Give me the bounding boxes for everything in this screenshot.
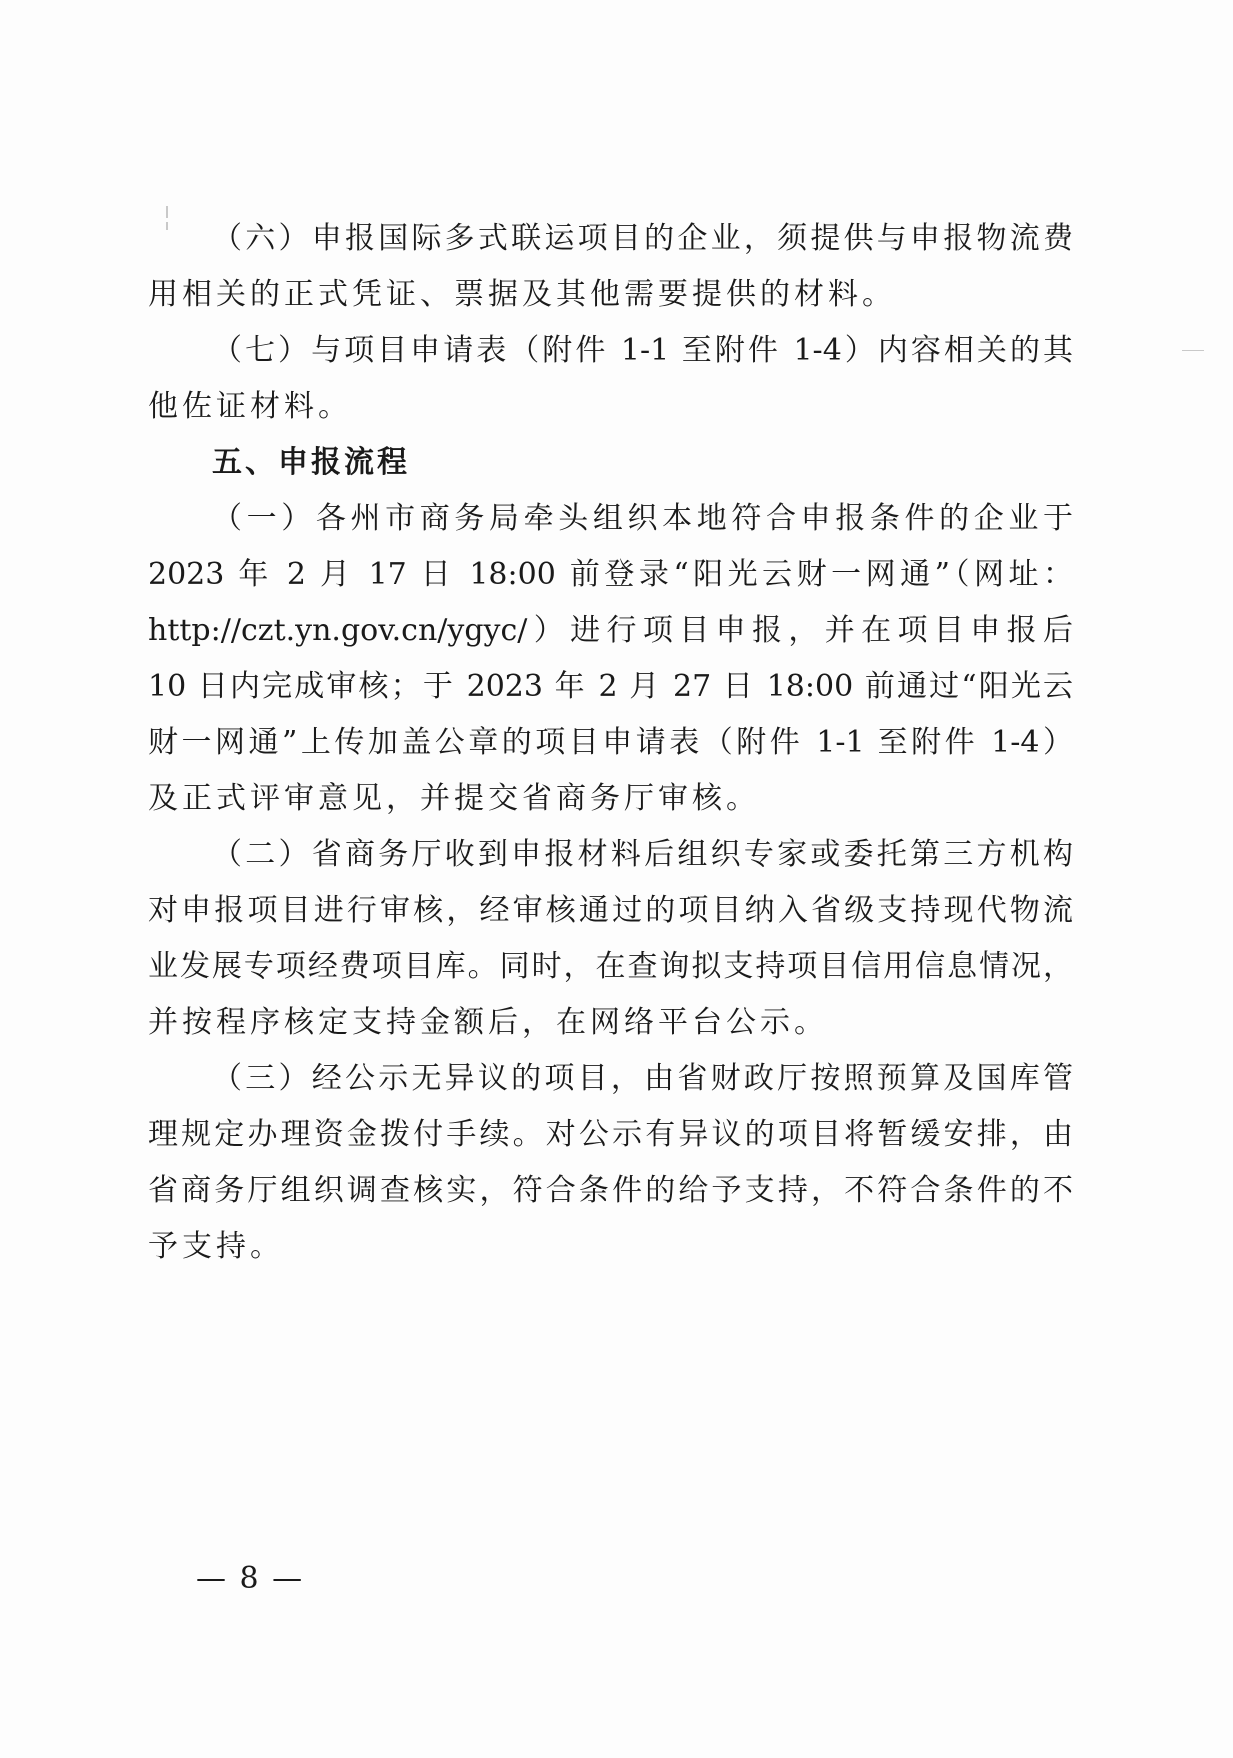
- paragraph-2-line-3: 业发展专项经费项目库。同时，在查询拟支持项目信用信息情况，: [148, 949, 1073, 984]
- paragraph-3-line-4: 予支持。: [148, 1229, 284, 1264]
- paragraph-1-line-4: 10 日内完成审核；于 2023 年 2 月 27 日 18:00 前通过“阳光云: [148, 669, 1073, 704]
- paragraph-7-line-1: （七）与项目申请表（附件 1-1 至附件 1-4）内容相关的其: [212, 333, 1073, 368]
- scan-speck: [1182, 350, 1204, 351]
- scan-speck: [166, 222, 168, 230]
- paragraph-3-line-3: 省商务厅组织调查核实，符合条件的给予支持，不符合条件的不: [148, 1173, 1073, 1208]
- section-heading: 五、申报流程: [212, 445, 410, 480]
- paragraph-1-line-1: （一）各州市商务局牵头组织本地符合申报条件的企业于: [212, 501, 1073, 536]
- paragraph-6-line-1: （六）申报国际多式联运项目的企业，须提供与申报物流费: [212, 221, 1073, 256]
- page-number: — 8 —: [196, 1561, 305, 1596]
- scan-speck: [166, 206, 168, 218]
- paragraph-1-line-6: 及正式评审意见，并提交省商务厅审核。: [148, 781, 760, 816]
- paragraph-2-line-1: （二）省商务厅收到申报材料后组织专家或委托第三方机构: [212, 837, 1073, 872]
- paragraph-1-line-3: http://czt.yn.gov.cn/ygyc/）进行项目申报，并在项目申报后: [148, 613, 1073, 648]
- paragraph-2-line-4: 并按程序核定支持金额后，在网络平台公示。: [148, 1005, 828, 1040]
- paragraph-1-line-2: 2023 年 2 月 17 日 18:00 前登录“阳光云财一网通”（网址：: [148, 557, 1073, 592]
- paragraph-7-line-2: 他佐证材料。: [148, 389, 352, 424]
- paragraph-1-line-5: 财一网通”上传加盖公章的项目申请表（附件 1-1 至附件 1-4）: [148, 725, 1073, 760]
- paragraph-2-line-2: 对申报项目进行审核，经审核通过的项目纳入省级支持现代物流: [148, 893, 1073, 928]
- paragraph-6-line-2: 用相关的正式凭证、票据及其他需要提供的材料。: [148, 277, 896, 312]
- paragraph-3-line-1: （三）经公示无异议的项目，由省财政厅按照预算及国库管: [212, 1061, 1073, 1096]
- paragraph-3-line-2: 理规定办理资金拨付手续。对公示有异议的项目将暂缓安排，由: [148, 1117, 1073, 1152]
